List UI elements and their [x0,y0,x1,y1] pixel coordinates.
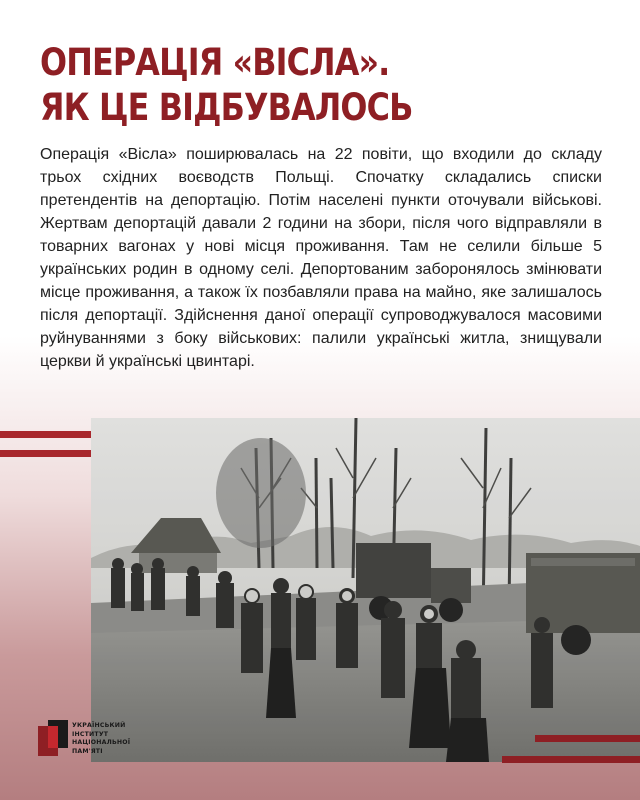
institute-logo-icon [38,720,68,756]
logo-line-3: НАЦІОНАЛЬНОЇ [72,739,131,747]
logo-line-1: УКРАЇНСЬКИЙ [72,722,126,729]
title-line-2: ЯК ЦЕ ВІДБУВАЛОСЬ [40,86,413,129]
logo-line-4: ПАМ'ЯТІ [72,747,103,755]
body-paragraph: Операція «Вісла» поширювалась на 22 повіти, що входили до складу трьох східних воєводств Польщі. Спочатку складались списки претендентів на депортацію. Потім населені пункти оточували військові. Жертвам депортацій давали 2 години на збори, після чого відправляли в товарних вагонах у нові місця проживання. Там не селили більше 5 українських родин в одному селі. Депортованим заборонялось змінювати місце проживання, а також їх позбавляли права на майно, яке залишалось після депортації. Здійснення даної операції супроводжувалося масовими руйнуваннями з боку військових: палили українські житла, знищували церкви й українські цвинтарі. [40,146,602,370]
decorative-stripe-bottom-2 [502,756,640,763]
institute-name [72,722,182,756]
title-line-1: ОПЕРАЦІЯ «ВІСЛА». [40,41,390,84]
logo-line-2: ІНСТИТУТ [72,730,109,738]
decorative-stripe-bottom-1 [535,735,640,742]
historical-photo-deportation [91,418,640,762]
page-title [40,40,522,130]
